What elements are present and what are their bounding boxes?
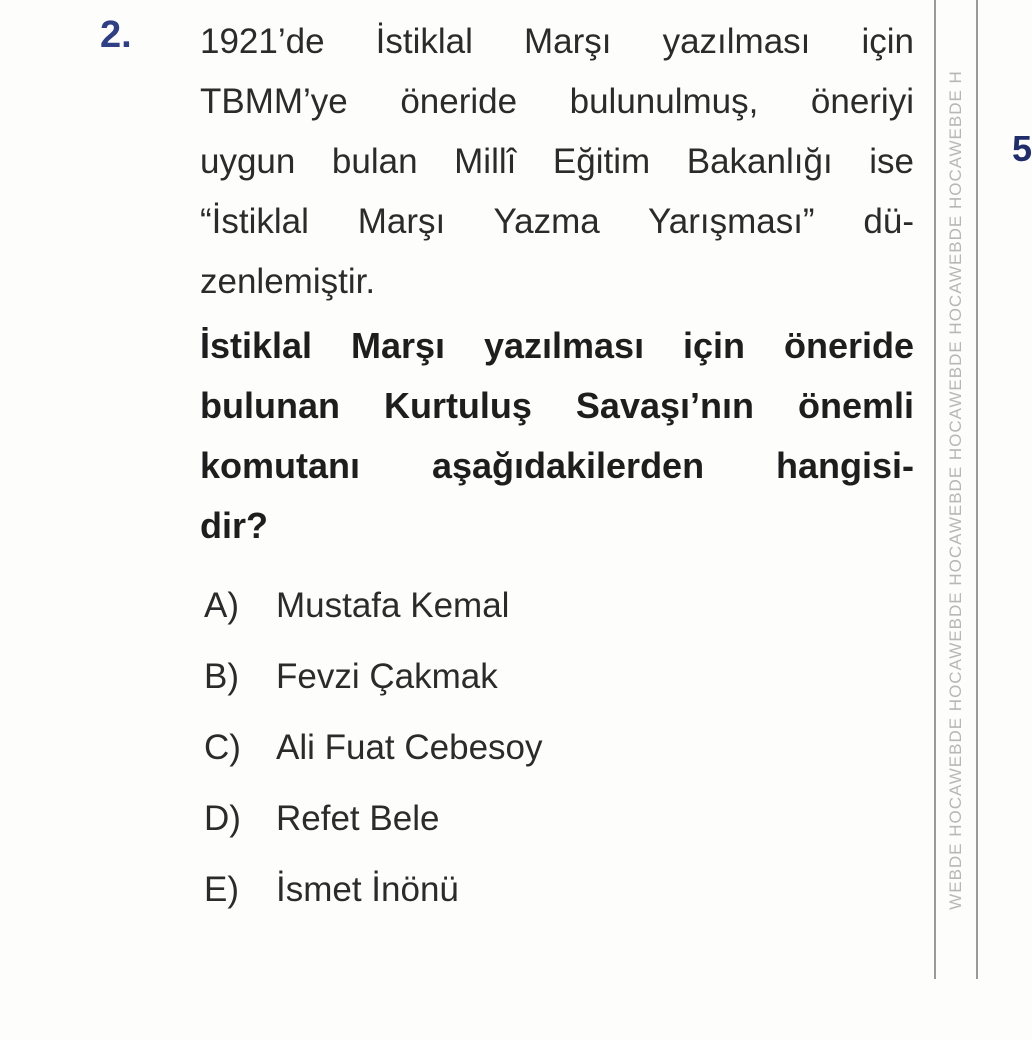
option-a[interactable]: [204, 580, 543, 651]
prompt-line: komutanı aşağıdakilerden hangisi-: [200, 445, 914, 486]
option-letter: B): [204, 657, 239, 696]
stem-line: TBMM’ye öneride bulunulmuş, öneriyi: [200, 82, 914, 121]
question-stem: [200, 12, 914, 312]
watermark-text: WEBDE HOCAWEBDE HOCAWEBDE HOCAWEBDE HOCAWEBDE HOCAWEBDE HOCAWEBDE H: [946, 69, 965, 910]
answer-options: [204, 580, 543, 935]
watermark-sidebar: [934, 0, 978, 979]
stem-line: 1921’de İstiklal Marşı yazılması için: [200, 22, 914, 61]
option-b[interactable]: [204, 651, 543, 722]
option-d[interactable]: [204, 793, 543, 864]
option-text: İsmet İnönü: [276, 870, 459, 909]
option-text: Refet Bele: [276, 799, 440, 838]
prompt-line: dir?: [200, 505, 268, 546]
stem-line: zenlemiştir.: [200, 262, 376, 301]
watermark-rotator: [944, 0, 968, 1040]
option-letter: E): [204, 870, 239, 909]
prompt-line: bulunan Kurtuluş Savaşı’nın önemli: [200, 385, 914, 426]
option-e[interactable]: [204, 864, 543, 935]
option-letter: D): [204, 799, 241, 838]
prompt-line: İstiklal Marşı yazılması için öneride: [200, 325, 914, 366]
next-question-number-fragment: 5: [1012, 128, 1032, 169]
question-number: 2.: [100, 14, 132, 56]
option-text: Fevzi Çakmak: [276, 657, 498, 696]
option-letter: C): [204, 728, 241, 767]
stem-line: uygun bulan Millî Eğitim Bakanlığı ise: [200, 142, 914, 181]
option-text: Ali Fuat Cebesoy: [276, 728, 543, 767]
stem-line: “İstiklal Marşı Yazma Yarışması” dü-: [200, 202, 914, 241]
option-letter: A): [204, 586, 239, 625]
question-prompt: [200, 316, 914, 556]
option-c[interactable]: [204, 722, 543, 793]
option-text: Mustafa Kemal: [276, 586, 510, 625]
